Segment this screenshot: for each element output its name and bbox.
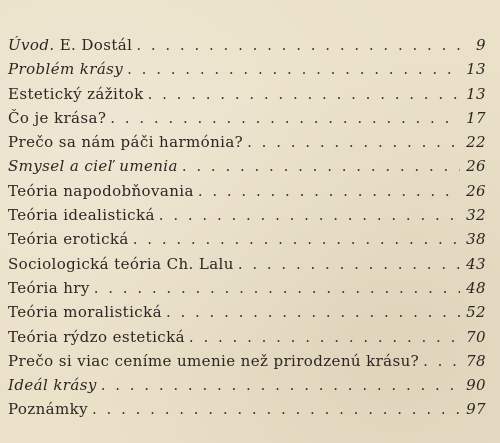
- toc-entry: [8, 230, 486, 254]
- toc-page-number: 17: [466, 108, 486, 127]
- toc-entry: [8, 60, 486, 84]
- toc-entry-title-text: Čo je krása?: [8, 108, 107, 127]
- toc-entry-title-text: Smysel a cieľ umenia: [8, 157, 178, 176]
- toc-entry-title: [8, 157, 182, 175]
- toc-page-number: 97: [466, 400, 486, 419]
- toc-entry: [8, 376, 486, 400]
- toc-entry-title-text: Teória moralistická: [8, 303, 162, 322]
- toc-dot-leader: [110, 109, 460, 127]
- toc-entry-title-text: Prečo si viac ceníme umenie než prirodzenú krásu?: [8, 351, 420, 370]
- toc-entry-title: [8, 60, 127, 78]
- toc-entry: [8, 109, 486, 133]
- toc-dot-leader: [133, 230, 460, 248]
- toc-dot-leader: [94, 279, 460, 297]
- toc-entry-title-text: E. Dostál: [54, 36, 133, 54]
- toc-page-number: 13: [466, 84, 486, 103]
- toc-entry-title-text: Poznámky: [8, 400, 89, 419]
- toc-page-number: 70: [466, 327, 486, 346]
- toc-entry-title: [8, 400, 92, 418]
- toc-page-number: 26: [466, 181, 486, 200]
- toc-entry: [8, 328, 486, 352]
- toc-entry-title-text: Prečo sa nám páči harmónia?: [8, 133, 244, 152]
- toc-entry: [8, 157, 486, 181]
- toc-entry: [8, 206, 486, 230]
- toc-dot-leader: [247, 133, 460, 151]
- toc-entry-title-text: Teória erotická: [8, 230, 129, 249]
- toc-page-number: 9: [476, 36, 486, 54]
- toc-entry-title: [8, 36, 136, 54]
- toc-entry-title-text: Teória idealistická: [8, 206, 155, 225]
- toc-entry-title-text: Sociologická teória Ch. Lalu: [8, 254, 234, 273]
- toc-entry-title: [8, 255, 238, 273]
- toc-page-number: 78: [466, 351, 486, 370]
- toc-entry-title: [8, 182, 198, 200]
- toc-entry-title-text: Problém krásy: [8, 60, 124, 79]
- table-of-contents: [8, 36, 486, 425]
- toc-dot-leader: [101, 376, 460, 394]
- toc-entry-title: [8, 230, 133, 248]
- toc-page-number: 26: [466, 157, 486, 176]
- toc-entry-title-lead: Úvod.: [8, 36, 55, 54]
- toc-dot-leader: [159, 206, 460, 224]
- toc-dot-leader: [423, 352, 460, 370]
- toc-page-number: 13: [466, 60, 486, 79]
- toc-entry-title: [8, 279, 94, 297]
- toc-entry: [8, 36, 486, 60]
- toc-dot-leader: [127, 60, 460, 78]
- toc-entry: [8, 303, 486, 327]
- toc-dot-leader: [198, 182, 460, 200]
- toc-entry-title: [8, 133, 247, 151]
- toc-page-number: 90: [466, 376, 486, 395]
- toc-dot-leader: [136, 36, 460, 54]
- toc-page-number: 38: [466, 230, 486, 249]
- toc-entry-title: [8, 376, 101, 394]
- toc-entry-title: [8, 206, 159, 224]
- toc-entry-title: [8, 352, 423, 370]
- toc-dot-leader: [238, 255, 460, 273]
- toc-dot-leader: [189, 328, 460, 346]
- toc-entry: [8, 279, 486, 303]
- toc-entry-title-text: Ideál krásy: [8, 376, 97, 395]
- toc-page-number: 22: [466, 133, 486, 152]
- toc-entry: [8, 255, 486, 279]
- toc-entry-title-text: Estetický zážitok: [8, 84, 144, 103]
- toc-page-number: 43: [466, 254, 486, 273]
- toc-dot-leader: [148, 85, 460, 103]
- toc-dot-leader: [166, 303, 460, 321]
- toc-entry: [8, 352, 486, 376]
- toc-page-number: 52: [466, 303, 486, 322]
- toc-entry: [8, 85, 486, 109]
- toc-entry-title: [8, 85, 148, 103]
- toc-entry: [8, 182, 486, 206]
- toc-entry-title: [8, 328, 189, 346]
- toc-entry-title-text: Teória rýdzo estetická: [8, 327, 185, 346]
- toc-entry-title: [8, 109, 110, 127]
- toc-entry-title: [8, 303, 166, 321]
- toc-page-number: 48: [466, 278, 486, 297]
- toc-entry: [8, 133, 486, 157]
- toc-entry-title-text: Teória hry: [8, 278, 90, 297]
- toc-entry: [8, 400, 486, 424]
- toc-page-number: 32: [466, 206, 486, 225]
- toc-dot-leader: [182, 157, 460, 175]
- toc-entry-title-text: Teória napodobňovania: [8, 181, 194, 200]
- toc-dot-leader: [92, 400, 460, 418]
